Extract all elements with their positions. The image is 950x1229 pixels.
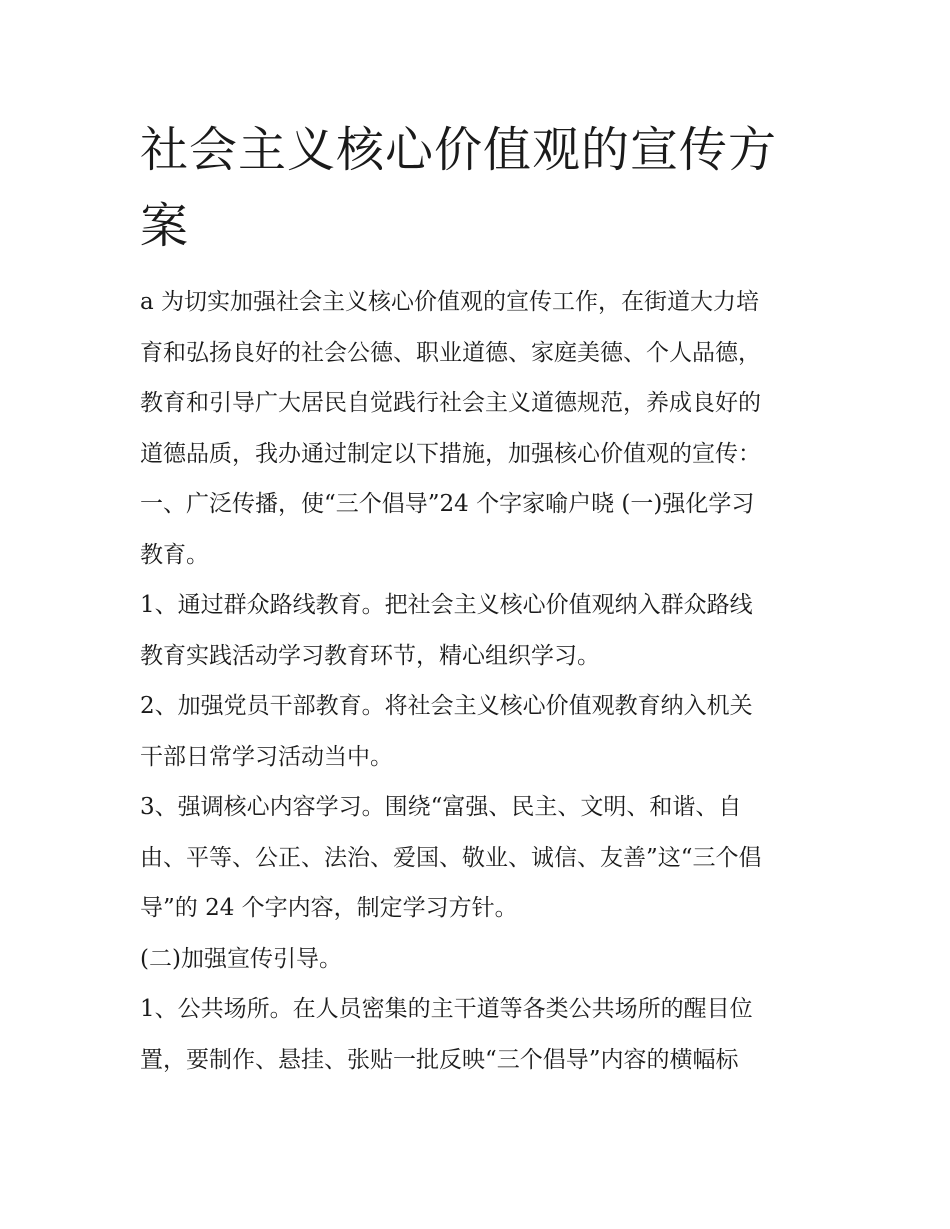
paragraph-section-one [140, 479, 820, 580]
text-line: 教育实践活动学习教育环节，精心组织学习。 [140, 642, 600, 669]
document-title [140, 112, 820, 264]
text-line: 2、加强党员干部教育。将社会主义核心价值观教育纳入机关 [140, 693, 753, 719]
title-line: 案 [140, 198, 190, 254]
text-line: 导”的 24 个字内容，制定学习方针。 [140, 895, 518, 921]
title-line: 社会主义核心价值观的宣传方 [140, 122, 778, 178]
text-line: a 为切实加强社会主义核心价值观的宣传工作，在街道大力培 [140, 289, 760, 315]
text-line: 1、通过群众路线教育。把社会主义核心价值观纳入群众路线 [140, 592, 753, 618]
paragraph-intro [140, 277, 820, 479]
text-line: 由、平等、公正、法治、爱国、敬业、诚信、友善”这“三个倡 [140, 844, 762, 871]
text-line: 教育和引导广大居民自觉践行社会主义道德规范，养成良好的 [140, 390, 761, 416]
text-line: 一、广泛传播，使“三个倡导”24 个字家喻户晓 (一)强化学习 [140, 491, 755, 517]
paragraph-item-3 [140, 782, 820, 934]
text-line: 置，要制作、悬挂、张贴一批反映“三个倡导”内容的横幅标 [140, 1046, 739, 1073]
text-line: 道德品质，我办通过制定以下措施，加强核心价值观的宣传： [140, 440, 761, 467]
text-line: 干部日常学习活动当中。 [140, 743, 393, 770]
text-line: 教育。 [140, 541, 209, 568]
paragraph-public-places [140, 984, 820, 1085]
text-line: (二)加强宣传引导。 [140, 945, 342, 972]
paragraph-subsection-two [140, 934, 820, 985]
text-line: 3、强调核心内容学习。围绕“富强、民主、文明、和谐、自 [140, 794, 742, 820]
paragraph-item-1 [140, 580, 820, 681]
text-line: 育和弘扬良好的社会公德、职业道德、家庭美德、个人品德， [140, 339, 761, 366]
document-body [140, 277, 820, 1085]
text-line: 1、公共场所。在人员密集的主干道等各类公共场所的醒目位 [140, 996, 753, 1022]
paragraph-item-2 [140, 681, 820, 782]
